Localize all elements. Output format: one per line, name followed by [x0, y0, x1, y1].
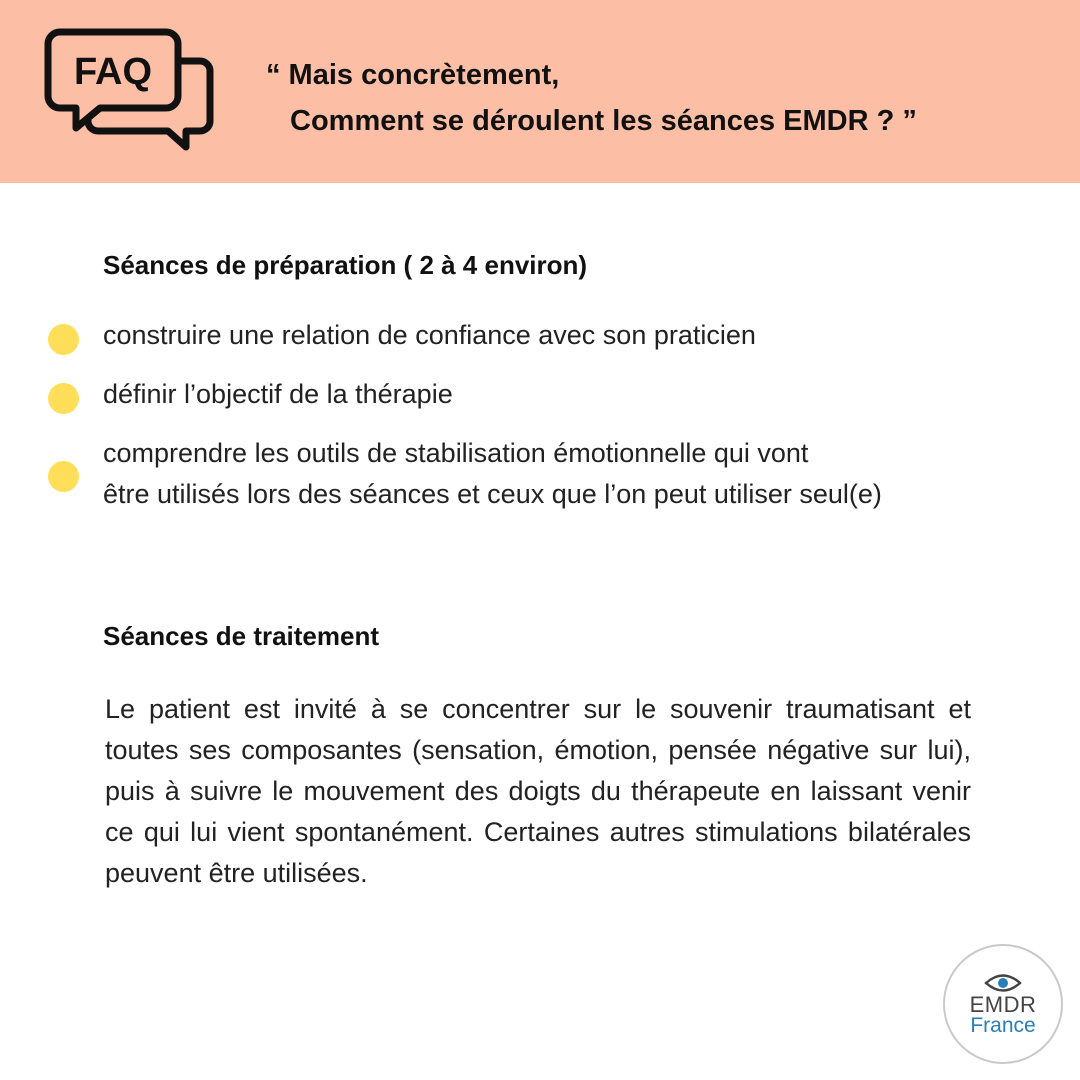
- title-line-2: Comment se déroulent les séances EMDR ? ”: [290, 105, 917, 137]
- treatment-description: Le patient est invité à se concentrer sur le souvenir traumatisant et toutes ses composantes (sensation, émotion, pensée négative sur lui), puis à suivre le mouvement des doigts du thérapeute en laissant venir ce qui lui vient spontanément. Certaines autres stimulations bilatérales peuvent être utilisées.: [105, 694, 971, 888]
- bullet-dot-icon: [48, 383, 79, 414]
- bullet-dot-icon: [48, 461, 79, 492]
- faq-icon-label: FAQ: [73, 51, 153, 93]
- header-banner: [0, 0, 1080, 183]
- emdr-france-logo: [943, 944, 1063, 1064]
- preparation-section-title: Séances de préparation ( 2 à 4 environ): [103, 250, 588, 280]
- list-item-text: construire une relation de confiance avec son praticien: [103, 320, 756, 350]
- title-line-1: “ Mais concrètement,: [266, 59, 560, 91]
- bullet-dot-icon: [48, 324, 79, 355]
- eye-icon: [983, 972, 1023, 994]
- logo-text-france: France: [970, 1014, 1036, 1037]
- logo-text-emdr: EMDR: [969, 992, 1037, 1017]
- faq-speech-bubble-icon: [44, 28, 214, 153]
- page-title: [266, 52, 1066, 144]
- list-item-text: définir l’objectif de la thérapie: [103, 379, 453, 409]
- list-item-text: comprendre les outils de stabilisation émotionnelle qui vont être utilisés lors des séances et ceux que l’on peut utiliser seul(e): [103, 438, 882, 509]
- treatment-section-title: Séances de traitement: [103, 621, 380, 651]
